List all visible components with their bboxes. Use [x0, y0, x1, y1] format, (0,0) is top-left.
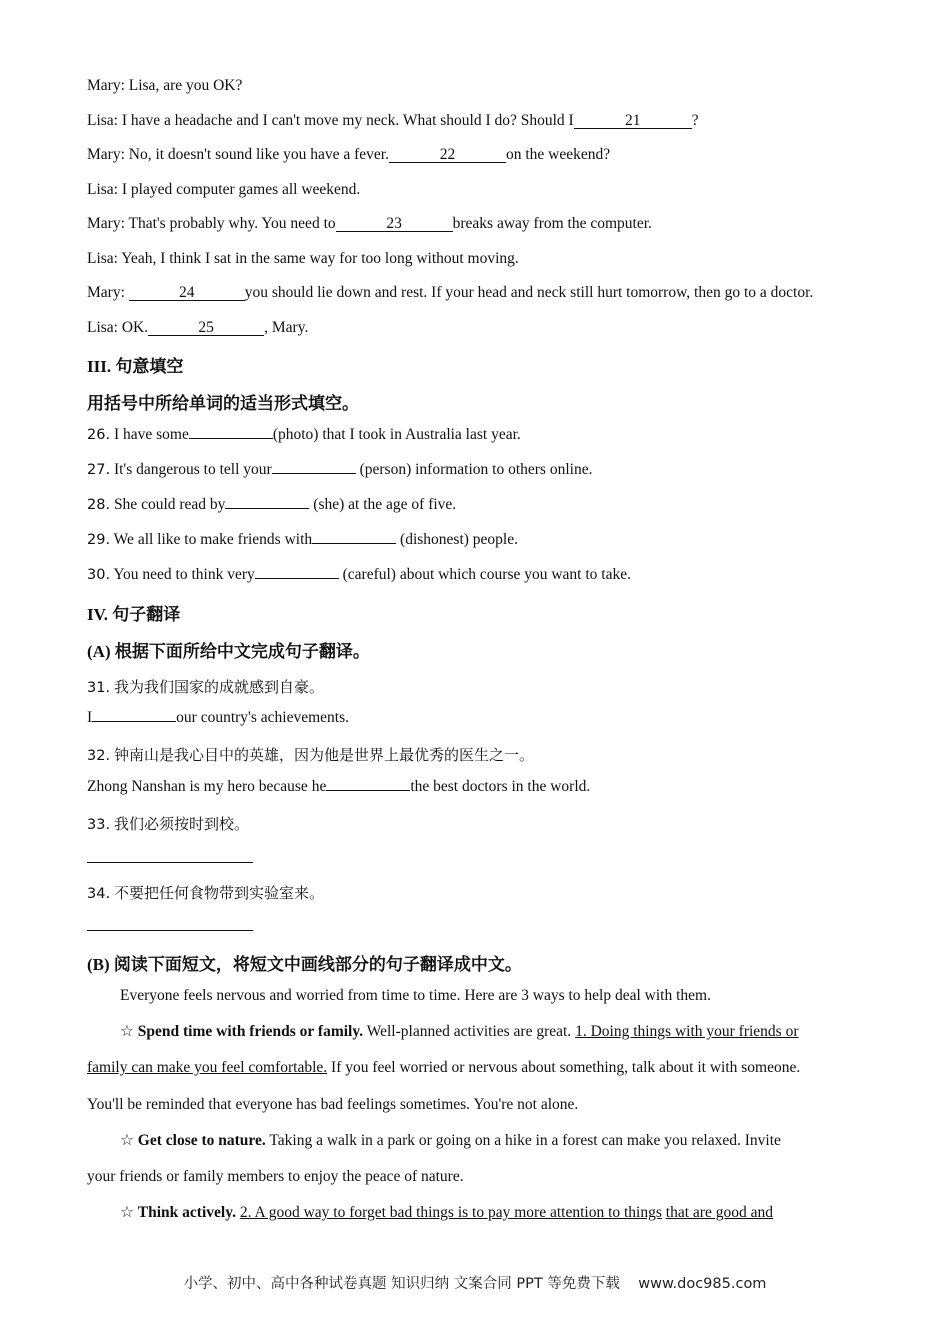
section-3-instruction [87, 389, 359, 414]
section-title-text: 句子翻译 [112, 605, 181, 625]
section-4-title [87, 600, 180, 625]
answer-blank[interactable] [326, 790, 410, 791]
question-text: (person) information to others online. [355, 461, 593, 478]
part-label: (A) [87, 642, 111, 661]
question-32-chinese [87, 744, 534, 765]
question-text: our country's achievements. [176, 709, 349, 726]
question-number: 29. [87, 532, 111, 548]
star-icon: ☆ [120, 1023, 134, 1040]
question-text: I [87, 709, 93, 726]
question-text: I have some [113, 426, 189, 443]
blank-number: 25 [198, 319, 214, 336]
answer-blank[interactable] [189, 438, 273, 439]
answer-blank[interactable] [225, 508, 309, 509]
section-roman: III. [87, 357, 112, 376]
question-text: (she) at the age of five. [309, 496, 457, 513]
dialogue-line-3 [87, 146, 610, 164]
passage-text: Well-planned activities are great. [363, 1023, 576, 1040]
instruction-text: 根据下面所给中文完成句子翻译。 [114, 642, 370, 662]
passage-text: Everyone feels nervous and worried from time to time. Here are 3 ways to help deal with them. [120, 987, 711, 1004]
chinese-prompt: 我们必须按时到校。 [113, 815, 249, 833]
dialogue-text: breaks away from the computer. [452, 215, 652, 232]
section-title-text: 句意填空 [115, 357, 184, 377]
passage-text: Taking a walk in a park or going on a hike in a forest can make you relaxed. Invite [265, 1132, 781, 1149]
question-number: 30. [87, 567, 111, 583]
question-number: 32. [87, 748, 111, 764]
passage-text: If you feel worried or nervous about something, talk about it with someone. [327, 1059, 801, 1076]
question-text: (photo) that I took in Australia last year. [272, 426, 521, 443]
dialogue-text: Mary: Lisa, are you OK? [87, 77, 243, 94]
underlined-sentence-2: that are good and [665, 1204, 773, 1221]
part-label: (B) [87, 955, 110, 974]
footer-text: 小学、初中、高中各种试卷真题 知识归纳 文案合同 PPT 等免费下载 www.doc985.com [183, 1276, 767, 1292]
dialogue-text: Lisa: I played computer games all weekend. [87, 181, 361, 198]
tip-heading: Think actively. [137, 1204, 236, 1221]
answer-blank[interactable] [255, 578, 339, 579]
chinese-prompt: 不要把任何食物带到实验室来。 [113, 884, 324, 902]
answer-line-34[interactable] [87, 930, 253, 931]
dialogue-line-8 [87, 319, 308, 337]
passage-line [87, 1168, 464, 1186]
dialogue-text: you should lie down and rest. If your head and neck still hurt tomorrow, then go to a doctor. [244, 284, 814, 301]
underlined-sentence-1: family can make you feel comfortable. [87, 1059, 328, 1076]
question-text: You need to think very [113, 566, 255, 583]
question-text: the best doctors in the world. [410, 778, 591, 795]
blank-22[interactable] [389, 147, 506, 163]
passage-paragraph-1 [120, 1022, 799, 1041]
dialogue-text: Lisa: Yeah, I think I sat in the same way for too long without moving. [87, 250, 519, 267]
question-26 [87, 426, 521, 444]
question-number: 33. [87, 817, 111, 833]
question-text: We all like to make friends with [113, 531, 313, 548]
answer-blank[interactable] [92, 721, 176, 722]
passage-text: You'll be reminded that everyone has bad feelings sometimes. You're not alone. [87, 1096, 579, 1113]
question-text: It's dangerous to tell your [113, 461, 272, 478]
part-a-instruction [87, 637, 370, 662]
question-31-english [87, 709, 349, 727]
dialogue-text: Mary: No, it doesn't sound like you have a fever. [87, 146, 389, 163]
dialogue-text: Lisa: I have a headache and I can't move my neck. What should I do? Should I [87, 112, 574, 129]
blank-23[interactable] [336, 216, 453, 232]
dialogue-line-2 [87, 112, 699, 130]
dialogue-text: on the weekend? [505, 146, 611, 163]
footer-watermark [0, 1272, 950, 1293]
question-number: 31. [87, 680, 111, 696]
blank-21[interactable] [574, 113, 692, 129]
blank-number: 24 [179, 284, 195, 301]
question-text: (dishonest) people. [396, 531, 518, 548]
question-text: Zhong Nanshan is my hero because he [87, 778, 327, 795]
dialogue-line-7 [87, 284, 813, 302]
dialogue-text: , Mary. [264, 319, 309, 336]
question-32-english [87, 778, 590, 796]
question-number: 34. [87, 886, 111, 902]
instruction-text: 用括号中所给单词的适当形式填空。 [87, 394, 359, 414]
blank-number: 22 [439, 146, 456, 163]
dialogue-line-5 [87, 215, 652, 233]
blank-24[interactable] [129, 285, 245, 301]
passage-paragraph-3 [120, 1203, 773, 1222]
instruction-text: 阅读下面短文，将短文中画线部分的句子翻译成中文。 [113, 955, 522, 975]
blank-number: 23 [386, 215, 402, 232]
underlined-sentence-1: 1. Doing things with your friends or [575, 1023, 799, 1040]
answer-line-33[interactable] [87, 862, 253, 863]
dialogue-text: Mary: [87, 284, 129, 301]
blank-25[interactable] [148, 320, 264, 336]
question-27 [87, 461, 592, 479]
section-roman: IV. [87, 605, 108, 624]
part-b-instruction [87, 950, 522, 975]
passage-intro [120, 987, 711, 1005]
question-number: 27. [87, 462, 111, 478]
question-text: (careful) about which course you want to take. [338, 566, 631, 583]
passage-text: your friends or family members to enjoy the peace of nature. [87, 1168, 464, 1185]
tip-heading: Spend time with friends or family. [137, 1023, 364, 1040]
passage-line [87, 1059, 800, 1077]
question-30 [87, 566, 631, 584]
question-number: 26. [87, 427, 111, 443]
dialogue-text: Lisa: OK. [87, 319, 149, 336]
question-29 [87, 531, 518, 549]
answer-blank[interactable] [272, 473, 356, 474]
chinese-prompt: 钟南山是我心目中的英雄，因为他是世界上最优秀的医生之一。 [113, 746, 534, 764]
underlined-sentence-2: 2. A good way to forget bad things is to pay more attention to things [239, 1204, 662, 1221]
dialogue-text: ? [691, 112, 699, 129]
tip-heading: Get close to nature. [137, 1132, 266, 1149]
chinese-prompt: 我为我们国家的成就感到自豪。 [113, 678, 324, 696]
passage-paragraph-2 [120, 1131, 781, 1150]
section-3-title [87, 352, 183, 377]
dialogue-text: Mary: That's probably why. You need to [87, 215, 336, 232]
blank-number: 21 [624, 112, 641, 129]
dialogue-line-4 [87, 181, 360, 199]
dialogue-line-6 [87, 250, 519, 268]
question-33-chinese [87, 813, 249, 834]
answer-blank[interactable] [312, 543, 396, 544]
dialogue-line-1 [87, 77, 242, 95]
star-icon: ☆ [120, 1132, 134, 1149]
passage-line [87, 1096, 578, 1114]
question-34-chinese [87, 882, 324, 903]
question-number: 28. [87, 497, 111, 513]
question-31-chinese [87, 676, 324, 697]
star-icon: ☆ [120, 1204, 134, 1221]
question-text: She could read by [113, 496, 226, 513]
question-28 [87, 496, 456, 514]
